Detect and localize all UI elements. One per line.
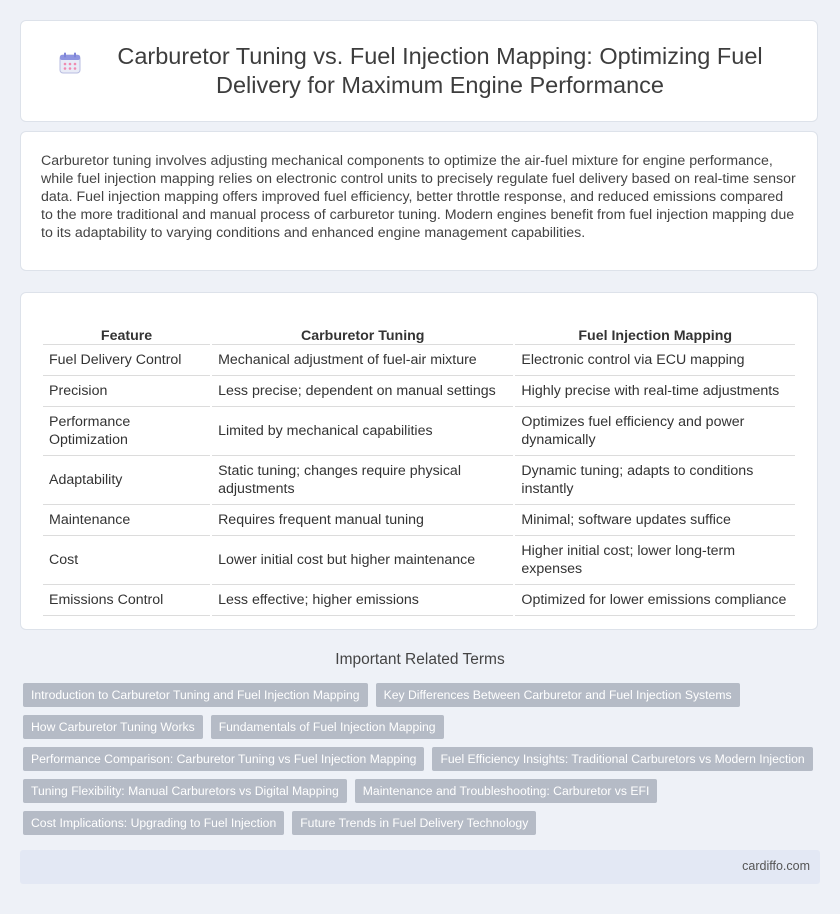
- table-cell: Dynamic tuning; adapts to conditions instantly: [515, 456, 795, 505]
- summary-text: Carburetor tuning involves adjusting mechanical components to optimize the air-fuel mixture for engine performance, while fuel injection mapping relies on electronic control units to precisely regulate fuel delivery based on real-time sensor data. Fuel injection mapping offers improved fuel efficiency, better throttle response, and reduced emissions compared to the more traditional and manual process of carburetor tuning. Modern engines benefit from fuel injection mapping due to its adaptability to varying conditions and enhanced engine management capabilities.: [41, 153, 796, 241]
- table-cell: Cost: [43, 536, 210, 585]
- related-term-tag[interactable]: Fundamentals of Fuel Injection Mapping: [211, 715, 444, 739]
- table-cell: Performance Optimization: [43, 407, 210, 456]
- table-cell: Precision: [43, 376, 210, 407]
- table-cell: Optimizes fuel efficiency and power dynamically: [515, 407, 795, 456]
- table-cell: Emissions Control: [43, 585, 210, 616]
- calendar-icon: [58, 51, 82, 75]
- table-row: [43, 376, 795, 407]
- table-row: [43, 345, 795, 376]
- related-term-tag[interactable]: Tuning Flexibility: Manual Carburetors vs Digital Mapping: [23, 779, 347, 803]
- related-term-tag[interactable]: Key Differences Between Carburetor and Fuel Injection Systems: [376, 683, 740, 707]
- table-cell: Electronic control via ECU mapping: [515, 345, 795, 376]
- comparison-table: [41, 313, 797, 616]
- page-title: Carburetor Tuning vs. Fuel Injection Mapping: Optimizing Fuel Delivery for Maximum Engine Performance: [117, 43, 763, 98]
- table-cell: Higher initial cost; lower long-term expenses: [515, 536, 795, 585]
- column-header: Feature: [43, 313, 210, 345]
- table-header-row: [43, 313, 795, 345]
- related-terms-heading: Important Related Terms: [335, 651, 505, 668]
- table-cell: Maintenance: [43, 505, 210, 536]
- related-term-tag[interactable]: Cost Implications: Upgrading to Fuel Injection: [23, 811, 284, 835]
- related-term-tag[interactable]: How Carburetor Tuning Works: [23, 715, 203, 739]
- table-cell: Static tuning; changes require physical adjustments: [212, 456, 513, 505]
- column-header: Carburetor Tuning: [212, 313, 513, 345]
- table-cell: Minimal; software updates suffice: [515, 505, 795, 536]
- table-cell: Mechanical adjustment of fuel-air mixture: [212, 345, 513, 376]
- related-terms-list: [23, 683, 823, 843]
- related-term-tag[interactable]: Performance Comparison: Carburetor Tuning vs Fuel Injection Mapping: [23, 747, 424, 771]
- table-cell: Requires frequent manual tuning: [212, 505, 513, 536]
- related-term-tag[interactable]: Fuel Efficiency Insights: Traditional Carburetors vs Modern Injection: [432, 747, 812, 771]
- table-cell: Lower initial cost but higher maintenance: [212, 536, 513, 585]
- site-name[interactable]: cardiffo.com: [742, 859, 810, 873]
- comparison-card: [20, 292, 818, 630]
- table-cell: Less precise; dependent on manual settings: [212, 376, 513, 407]
- table-row: [43, 585, 795, 616]
- footer: [20, 850, 820, 884]
- table-cell: Highly precise with real-time adjustments: [515, 376, 795, 407]
- table-row: [43, 407, 795, 456]
- title-card: [20, 20, 818, 122]
- table-row: [43, 456, 795, 505]
- table-cell: Adaptability: [43, 456, 210, 505]
- column-header: Fuel Injection Mapping: [515, 313, 795, 345]
- table-cell: Limited by mechanical capabilities: [212, 407, 513, 456]
- summary-card: [20, 131, 818, 271]
- table-cell: Fuel Delivery Control: [43, 345, 210, 376]
- table-cell: Optimized for lower emissions compliance: [515, 585, 795, 616]
- related-term-tag[interactable]: Maintenance and Troubleshooting: Carburetor vs EFI: [355, 779, 658, 803]
- related-term-tag[interactable]: Introduction to Carburetor Tuning and Fuel Injection Mapping: [23, 683, 368, 707]
- table-row: [43, 505, 795, 536]
- table-cell: Less effective; higher emissions: [212, 585, 513, 616]
- table-row: [43, 536, 795, 585]
- related-term-tag[interactable]: Future Trends in Fuel Delivery Technology: [292, 811, 536, 835]
